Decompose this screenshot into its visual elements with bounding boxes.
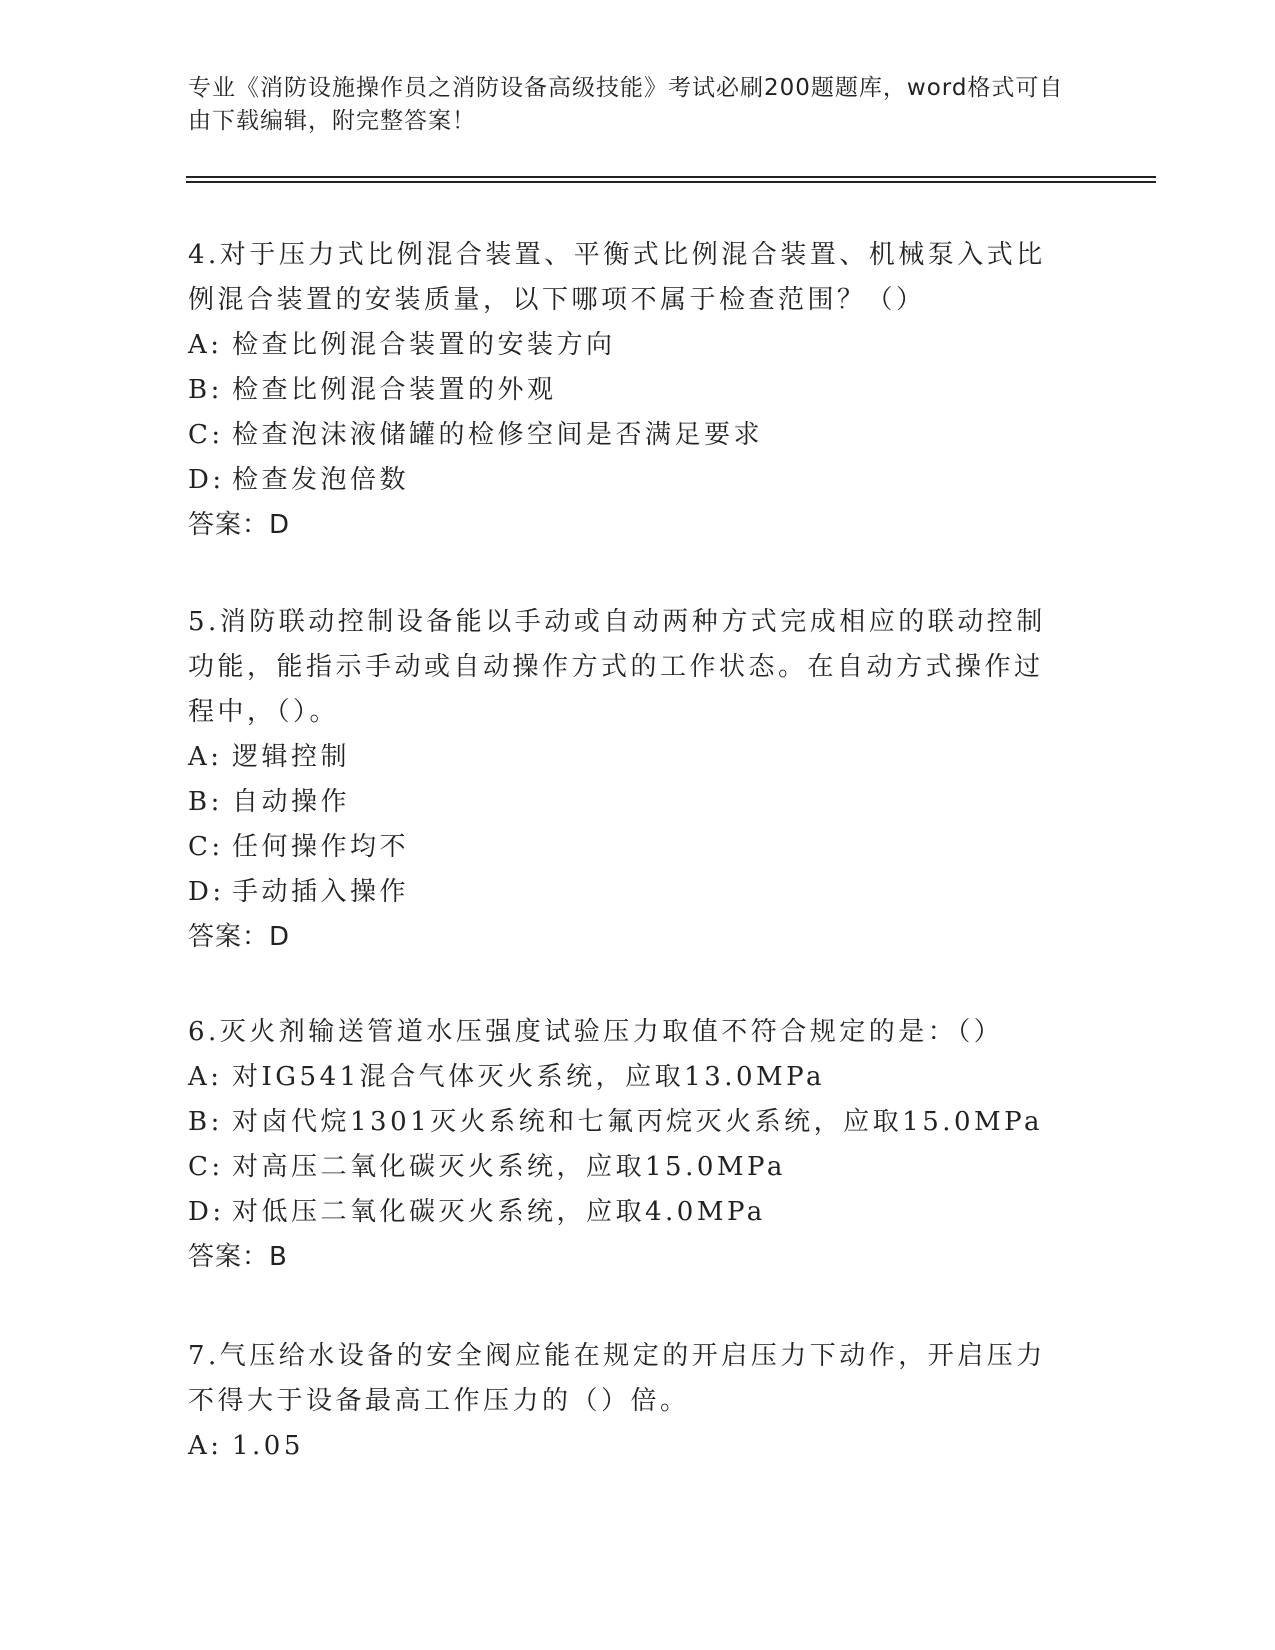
question-text: 6.灭火剂输送管道水压强度试验压力取值不符合规定的是：（） [188,1017,1004,1047]
option-letter: A: [188,1062,223,1092]
option-d [188,1190,1068,1235]
option-a [188,1424,1068,1469]
option-text: 检查发泡倍数 [232,465,410,495]
option-letter: C: [188,1152,224,1182]
document-header: 专业《消防设施操作员之消防设备高级技能》考试必刷200题题库，word格式可自由下载编辑，附完整答案！ [188,75,1064,134]
option-letter: B: [188,787,223,817]
option-text: 任何操作均不 [232,832,410,862]
question-text: 4.对于压力式比例混合装置、平衡式比例混合装置、机械泵入式比例混合装置的安装质量，以下哪项不属于检查范围？（） [188,240,1046,315]
option-b [188,1100,1068,1145]
option-letter: B: [188,1107,223,1137]
answer: 答案：D [188,510,291,540]
option-c [188,413,1068,458]
option-d [188,458,1068,503]
option-text: 手动插入操作 [232,877,410,907]
question-6 [188,1010,1068,1280]
option-letter: D: [188,877,225,907]
answer: 答案：D [188,922,291,952]
option-letter: D: [188,465,225,495]
option-d [188,870,1068,915]
question-5 [188,600,1068,960]
option-text: 对卤代烷1301灭火系统和七氟丙烷灭火系统，应取15.0MPa [232,1107,1044,1137]
option-text: 1.05 [232,1431,304,1461]
option-c [188,1145,1068,1190]
option-b [188,780,1068,825]
question-4 [188,233,1068,548]
option-text: 检查比例混合装置的外观 [232,375,557,405]
option-a [188,735,1068,780]
option-text: 自动操作 [232,787,351,817]
question-text: 5.消防联动控制设备能以手动或自动两种方式完成相应的联动控制功能，能指示手动或自动操作方式的工作状态。在自动方式操作过程中，（）。 [188,607,1046,727]
option-text: 对高压二氧化碳灭火系统，应取15.0MPa [232,1152,786,1182]
option-c [188,825,1068,870]
question-7 [188,1334,1068,1469]
answer: 答案：B [188,1242,288,1272]
option-text: 检查泡沫液储罐的检修空间是否满足要求 [232,420,764,450]
option-letter: B: [188,375,223,405]
option-text: 逻辑控制 [232,742,351,772]
option-a [188,1055,1068,1100]
header-divider-top [186,176,1156,178]
header-divider-bottom [186,181,1156,183]
option-b [188,368,1068,413]
option-letter: A: [188,330,223,360]
option-text: 对低压二氧化碳灭火系统，应取4.0MPa [232,1197,766,1227]
question-text: 7.气压给水设备的安全阀应能在规定的开启压力下动作，开启压力不得大于设备最高工作压力的（）倍。 [188,1341,1046,1416]
option-letter: D: [188,1197,225,1227]
option-a [188,323,1068,368]
option-text: 检查比例混合装置的安装方向 [232,330,616,360]
option-letter: C: [188,832,224,862]
option-letter: C: [188,420,224,450]
option-letter: A: [188,1431,223,1461]
option-letter: A: [188,742,223,772]
option-text: 对IG541混合气体灭火系统，应取13.0MPa [232,1062,826,1092]
